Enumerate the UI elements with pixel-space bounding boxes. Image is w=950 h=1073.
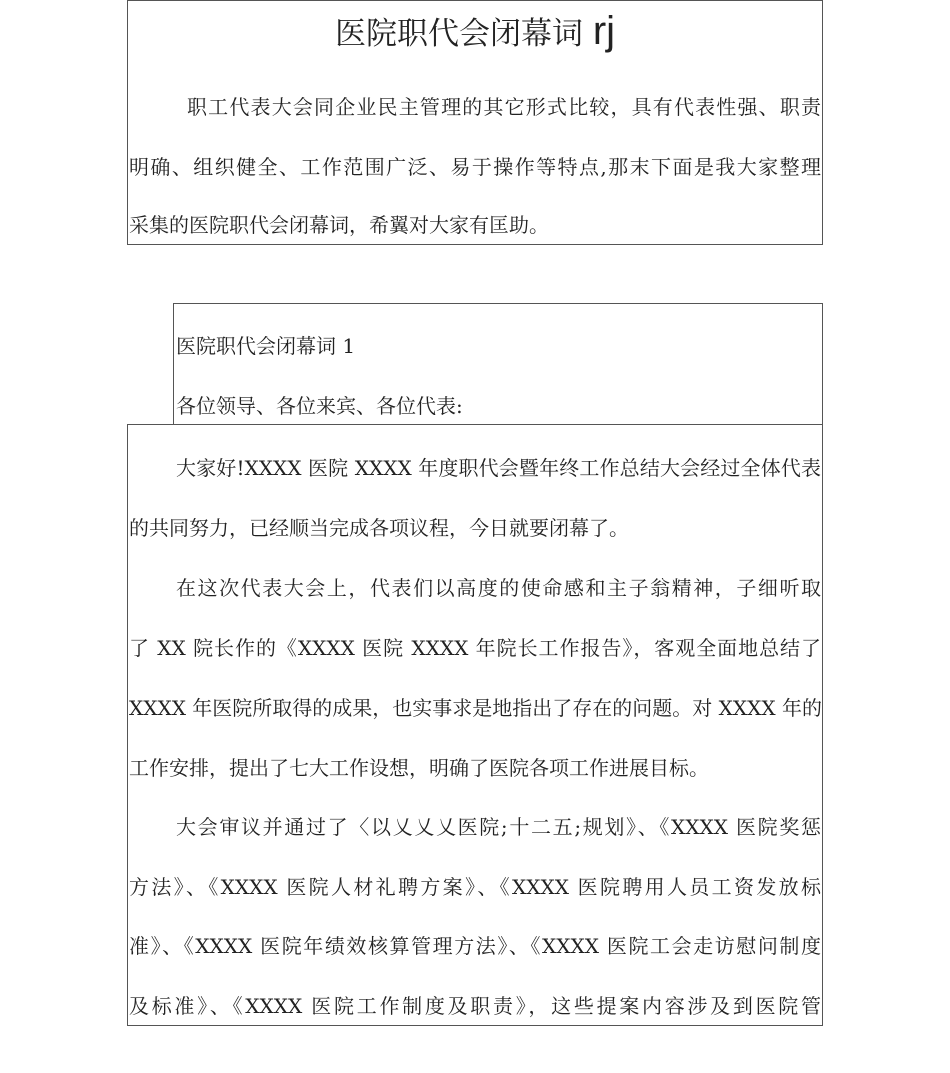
salutation: 各位领导、各位来宾、各位代表: bbox=[176, 394, 463, 418]
intro-line: 采集的医院职代会闭幕词，希翼对大家有匡助。 bbox=[129, 213, 549, 237]
body-line: 准》、《XXXX 医院年绩效核算管理方法》、《XXXX 医院工会走访慰问制度 bbox=[129, 934, 821, 958]
intro-line: 明确、组织健全、工作范围广泛、易于操作等特点,那末下面是我大家整理 bbox=[129, 155, 821, 179]
body-line: 工作安排，提出了七大工作设想，明确了医院各项工作进展目标。 bbox=[129, 756, 709, 780]
section-heading: 医院职代会闭幕词 1 bbox=[176, 334, 356, 358]
body-line: 了 XX 院长作的《XXXX 医院 XXXX 年院长工作报告》，客观全面地总结了 bbox=[129, 636, 821, 660]
body-line: 的共同努力，已经顺当完成各项议程，今日就要闭幕了。 bbox=[129, 516, 629, 540]
title-text: 医院职代会闭幕词 bbox=[334, 16, 583, 52]
title-suffix: rj bbox=[592, 9, 616, 53]
body-line: 大会审议并通过了〈以乂乂乂医院;十二五;规划》、《XXXX 医院奖惩 bbox=[176, 815, 821, 839]
body-line: XXXX 年医院所取得的成果，也实事求是地指出了存在的问题。对 XXXX 年的 bbox=[129, 696, 822, 720]
document-title bbox=[128, 9, 822, 56]
body-line: 在这次代表大会上，代表们以高度的使命感和主子翁精神，子细听取 bbox=[176, 576, 821, 600]
intro-line: 职工代表大会同企业民主管理的其它形式比较，具有代表性强、职责 bbox=[187, 95, 821, 119]
body-line: 大家好!XXXX 医院 XXXX 年度职代会暨年终工作总结大会经过全体代表 bbox=[176, 456, 821, 480]
intro-box bbox=[127, 0, 823, 245]
body-line: 及标准》、《XXXX 医院工作制度及职责》，这些提案内容涉及到医院管 bbox=[129, 994, 821, 1018]
body-line: 方法》、《XXXX 医院人材礼聘方案》、《XXXX 医院聘用人员工资发放标 bbox=[129, 875, 821, 899]
